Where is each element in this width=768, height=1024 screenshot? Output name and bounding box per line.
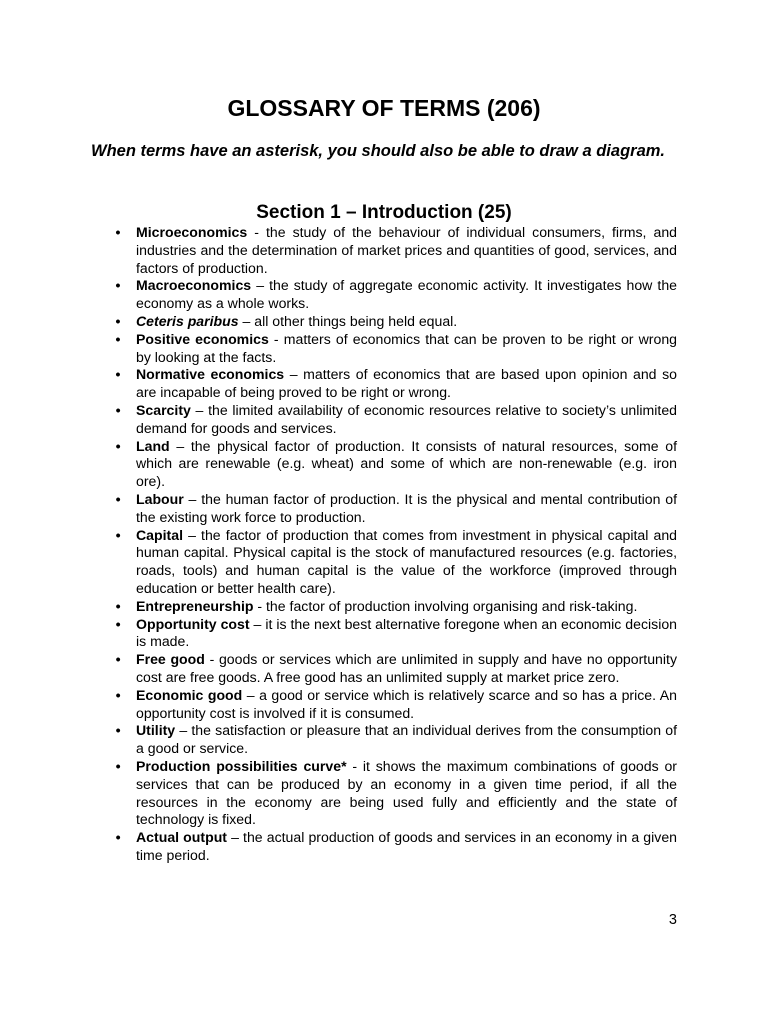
glossary-term: Ceteris paribus [136,312,239,329]
glossary-term: Utility [136,722,176,739]
glossary-definition: the study of the behaviour of individual consumers, firms, and industries and the determination of market prices and quantities of good, services, and factors of production. [136,224,677,276]
glossary-definition: all other things being held equal. [254,312,458,329]
section-heading: Section 1 – Introduction (25) [256,202,512,223]
page-title: GLOSSARY OF TERMS (206) [227,95,541,121]
glossary-item [115,330,678,367]
glossary-item [115,757,677,829]
term-separator: - [268,330,284,347]
glossary-item [115,722,678,758]
bullet-icon: • [115,366,121,383]
glossary-definition: matters of economics that are based upon opinion and so are incapable of being proved to be right or wrong. [136,366,677,401]
glossary-definition: a good or service which is relatively scarce and so has a price. An opportunity cost is involved if it is consumed. [136,686,677,721]
glossary-term: Production possibilities curve* [136,757,347,774]
term-separator: – [251,277,270,294]
glossary-term: Entrepreneurship [136,597,254,614]
bullet-icon: • [115,686,121,703]
glossary-term: Opportunity cost [136,615,250,632]
term-separator: - [346,757,363,774]
glossary-term: Economic good [136,686,243,703]
glossary-item [115,490,677,527]
glossary-term: Scarcity [136,401,191,418]
glossary-item [115,224,677,277]
term-separator: – [284,366,304,383]
glossary-term: Labour [136,490,184,507]
glossary-term: Microeconomics [136,224,248,240]
glossary-term: Macroeconomics [136,277,252,294]
glossary-item [115,686,677,723]
glossary-definition: it is the next best alternative foregone when an economic decision is made. [136,615,678,650]
bullet-icon: • [115,615,121,632]
term-separator: - [247,224,266,240]
glossary-item [115,366,677,402]
term-separator: – [227,829,244,846]
bullet-icon: • [115,651,121,668]
bullet-icon: • [115,312,121,329]
glossary-item [115,597,677,616]
intro-note: When terms have an asterisk, you should also be able to draw a diagram. [91,142,666,160]
term-separator: – [249,615,266,632]
glossary-term: Positive economics [136,330,269,347]
term-separator: – [242,686,260,703]
term-separator: – [169,437,191,454]
bullet-icon: • [115,597,121,614]
term-separator: – [175,722,192,739]
term-separator: - [204,651,219,668]
term-separator: – [183,526,202,543]
glossary-definition: it shows the maximum combinations of goods or services that can be produced by an economy in a given time period, if all the resources in the economy are being used fully and efficiently and the state of technology is fixed. [136,757,677,828]
bullet-icon: • [115,490,121,507]
bullet-icon: • [115,401,121,418]
glossary-definition: the factor of production that comes from investment in physical capital and human capital. Physical capital is the stock of manufactured resources (e.g. factories, roads, tools) and human capital is the value of the workforce (improved through education or better health care). [136,526,677,596]
page-number: 3 [668,912,677,928]
glossary-item [115,312,677,331]
glossary-item [115,651,677,687]
glossary-list [115,224,678,865]
term-separator: – [238,312,255,329]
glossary-item [115,526,677,598]
glossary-term: Normative economics [136,366,285,383]
term-separator: - [253,597,267,614]
glossary-definition: the actual production of goods and services in an economy in a given time period. [136,829,677,863]
glossary-definition: goods or services which are unlimited in supply and have no opportunity cost are free goods. A free good has an unlimited supply at market price zero. [136,651,677,685]
glossary-definition: the physical factor of production. It consists of natural resources, some of which are renewable (e.g. wheat) and some of which are non-renewable (e.g. iron ore). [136,437,678,490]
bullet-icon: • [115,722,121,739]
glossary-item [115,277,677,313]
bullet-icon: • [115,330,121,347]
glossary-item [115,437,678,491]
bullet-icon: • [115,757,121,774]
bullet-icon: • [115,526,121,543]
term-separator: – [190,401,209,418]
glossary-term: Free good [136,651,205,668]
glossary-term: Land [136,437,170,454]
bullet-icon: • [115,277,121,294]
glossary-definition: the factor of production involving organising and risk-taking. [266,597,638,614]
bullet-icon: • [115,224,121,240]
glossary-definition: the satisfaction or pleasure that an individual derives from the consumption of a good or service. [136,722,678,757]
bullet-icon: • [115,829,121,846]
bullet-icon: • [115,437,121,454]
glossary-definition: matters of economics that can be proven to be right or wrong by looking at the facts. [136,330,678,365]
glossary-definition: the limited availability of economic resources relative to society’s unlimited demand for goods and services. [136,401,677,436]
glossary-item [115,401,677,438]
glossary-term: Actual output [136,829,227,846]
glossary-definition: the study of aggregate economic activity. It investigates how the economy as a whole works. [136,277,677,312]
glossary-item [115,615,678,652]
glossary-term: Capital [136,526,183,543]
term-separator: – [183,490,202,507]
glossary-definition: the human factor of production. It is the physical and mental contribution of the existing work force to production. [136,490,677,525]
glossary-item [115,829,677,865]
